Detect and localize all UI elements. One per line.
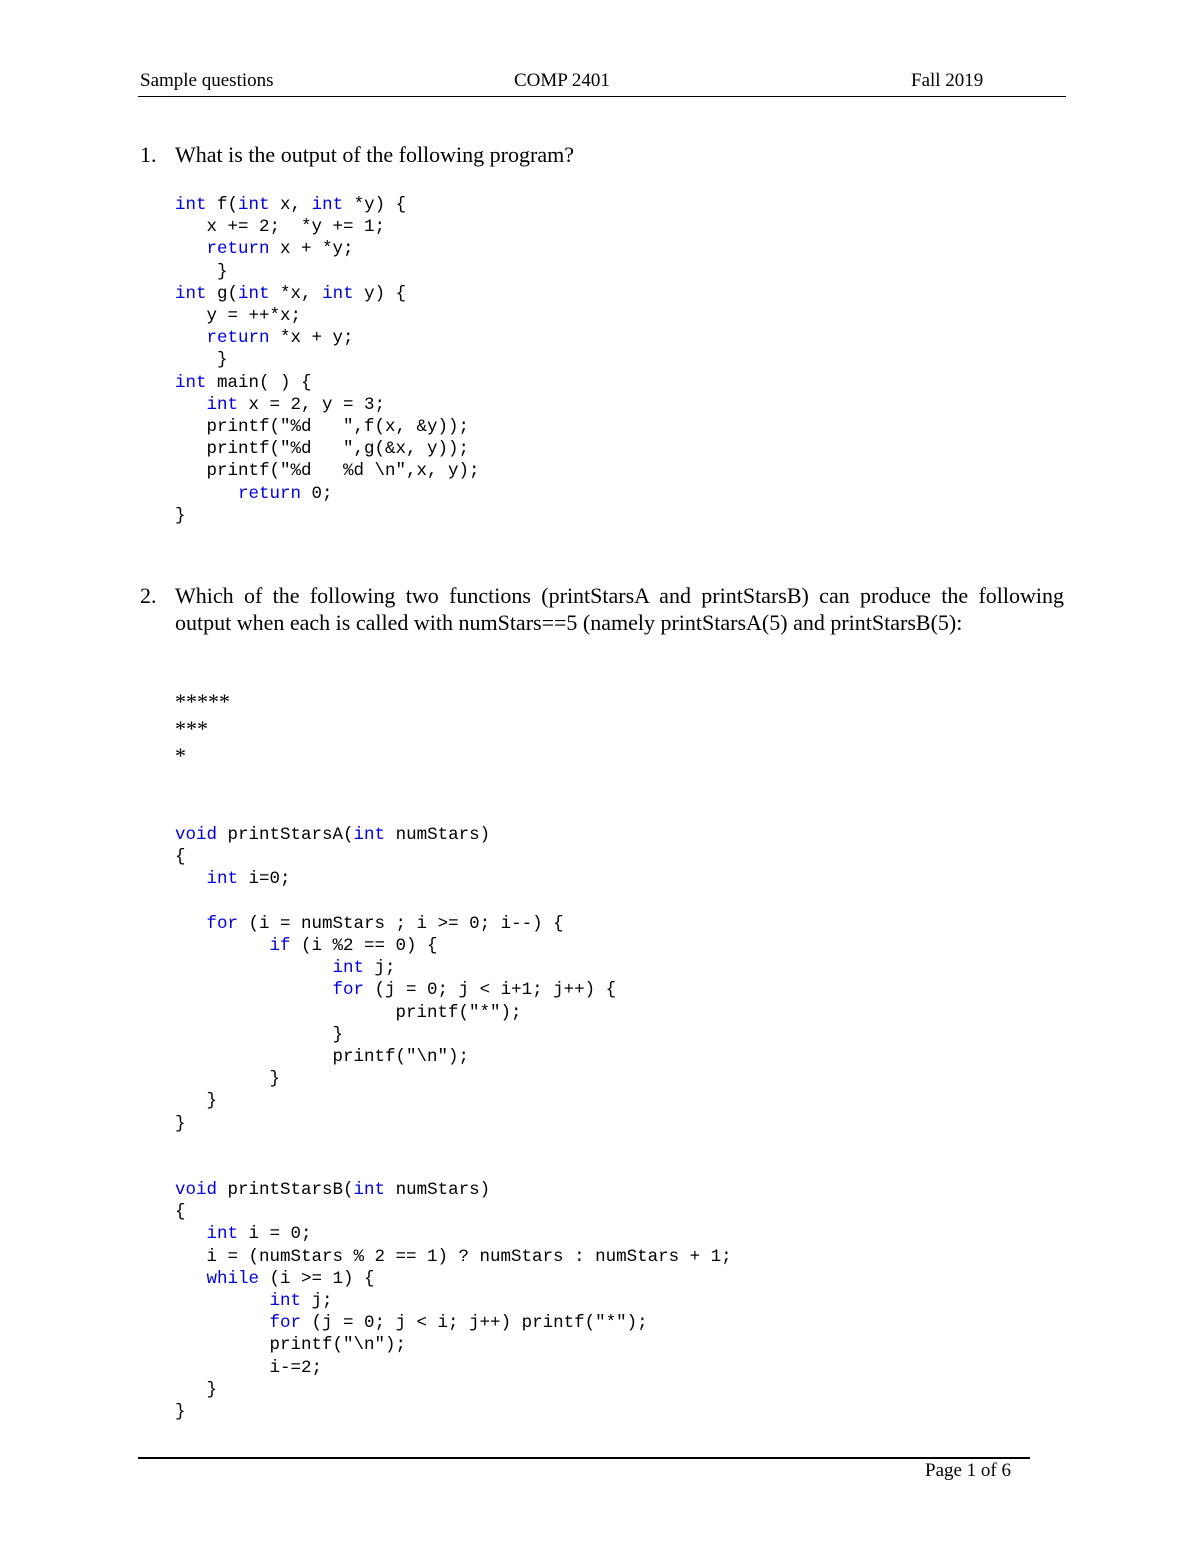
- output-line: *: [175, 743, 186, 768]
- page-number: Page 1 of 6: [925, 1460, 1012, 1481]
- output-line: *****: [175, 689, 230, 714]
- code-keyword: return: [238, 483, 302, 504]
- output-line: ***: [175, 716, 208, 741]
- code-keyword: int: [311, 195, 344, 215]
- code-keyword: int: [175, 195, 207, 215]
- code-keyword: while: [206, 1268, 260, 1289]
- code-keyword: int: [206, 1224, 239, 1245]
- code-keyword: int: [175, 283, 207, 304]
- footer-rule: [138, 1457, 1030, 1459]
- code-keyword: return: [206, 239, 270, 260]
- question-text: What is the output of the following program?: [175, 142, 574, 167]
- header-course-label: Sample questions: [140, 70, 274, 91]
- code-keyword: for: [206, 913, 239, 934]
- question-text: Which of the following two functions (printStarsA and printStarsB) can produce the following output when each is called with numStars==5 (namely printStarsA(5) and printStarsB(5):: [175, 583, 1064, 635]
- question-2: [140, 582, 1064, 636]
- code-keyword: int: [238, 283, 270, 304]
- header-term: Fall 2019: [911, 70, 984, 91]
- code-keyword: int: [269, 1291, 302, 1312]
- question-1: [140, 141, 1064, 168]
- code-block-program: int f(int x, int *y) { x += 2; *y += 1; return x + *y; } int g(int *x, int y) { y = ++*x; return *x + y; } int main( ) { int x = 2, y = 3; printf("%d ",f(x, &y)); printf("%d ",g(&x, y)); printf("%d %d \n",x, y); return 0; }: [175, 195, 480, 526]
- header-rule: [138, 96, 1066, 97]
- code-keyword: int: [206, 394, 239, 415]
- question-number: 1.: [140, 142, 157, 167]
- code-keyword: void: [175, 1180, 218, 1200]
- code-keyword: if: [269, 936, 291, 957]
- code-keyword: for: [269, 1313, 302, 1334]
- code-keyword: void: [175, 825, 218, 845]
- code-keyword: int: [353, 825, 386, 845]
- code-keyword: int: [175, 372, 207, 393]
- header-course-code: COMP 2401: [514, 70, 610, 91]
- code-keyword: int: [238, 195, 270, 215]
- code-keyword: int: [322, 283, 354, 304]
- code-block-printstarsb: void printStarsB(int numStars) { int i = 0; i = (numStars % 2 == 1) ? numStars : numStars + 1; while (i >= 1) { int j; for (j = 0; j < i; j++) printf("*"); printf("\n"); i-=2; } }: [175, 1180, 732, 1423]
- code-keyword: int: [332, 958, 365, 979]
- code-keyword: int: [206, 869, 239, 890]
- code-keyword: int: [353, 1180, 386, 1200]
- question-number: 2.: [140, 583, 157, 608]
- code-block-printstarsa: void printStarsA(int numStars) { int i=0; for (i = numStars ; i >= 0; i--) { if (i %2 == 0) { int j; for (j = 0; j < i+1; j++) { printf("*"); } printf("\n"); } } }: [175, 825, 617, 1134]
- code-keyword: for: [332, 980, 365, 1001]
- code-keyword: return: [206, 328, 270, 349]
- expected-output: [175, 688, 230, 769]
